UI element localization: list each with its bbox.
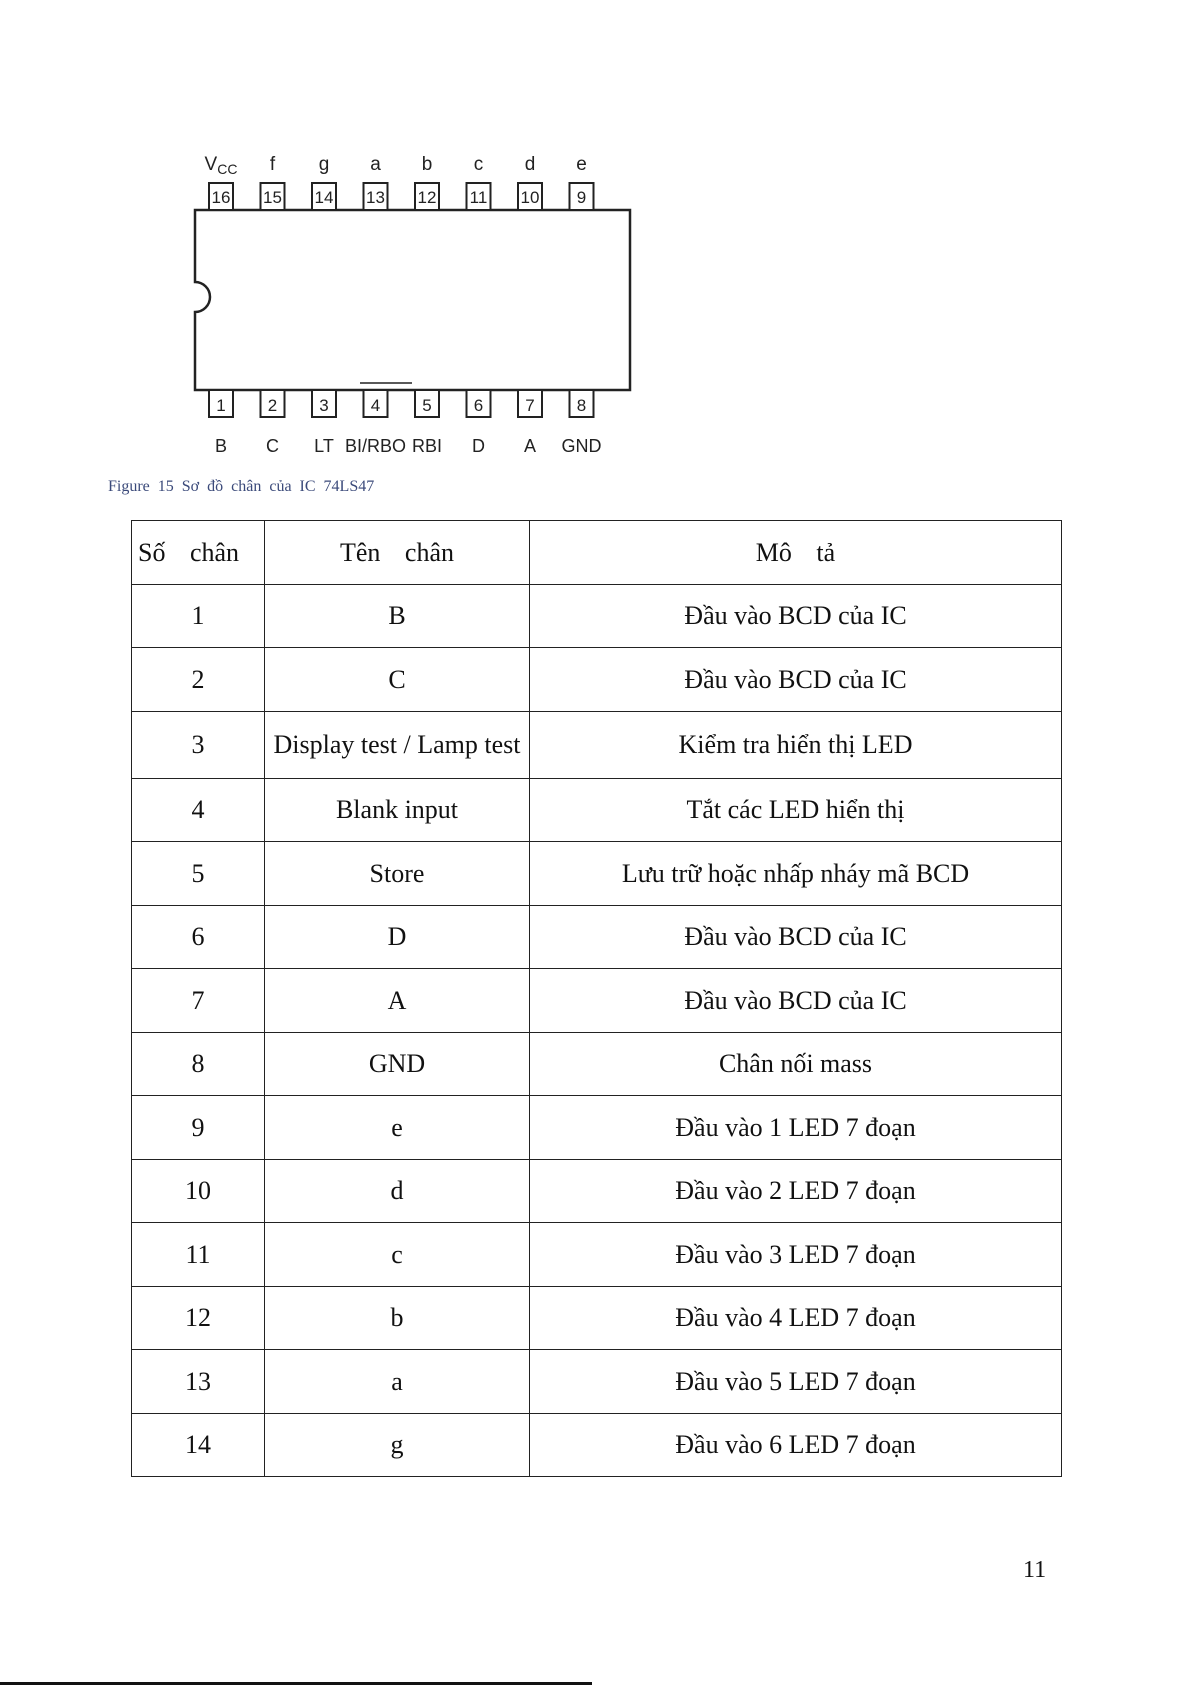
cell-description: Lưu trữ hoặc nhấp nháy mã BCD bbox=[530, 842, 1062, 906]
pin-number: 3 bbox=[319, 396, 329, 415]
pin-label: g bbox=[318, 154, 330, 175]
table-row bbox=[132, 1413, 1062, 1477]
cell-description: Đầu vào BCD của IC bbox=[530, 584, 1062, 648]
table-row bbox=[132, 1032, 1062, 1096]
cell-pin-name: Blank input bbox=[265, 778, 530, 842]
table-row bbox=[132, 969, 1062, 1033]
cell-description: Đầu vào BCD của IC bbox=[530, 648, 1062, 712]
table-row bbox=[132, 1286, 1062, 1350]
cell-description: Chân nối mass bbox=[530, 1032, 1062, 1096]
cell-description: Tắt các LED hiển thị bbox=[530, 778, 1062, 842]
cell-pin-name: Store bbox=[265, 842, 530, 906]
pin-table bbox=[131, 520, 1062, 1477]
cell-pin-name: GND bbox=[265, 1032, 530, 1096]
cell-description: Đầu vào BCD của IC bbox=[530, 969, 1062, 1033]
header-pin-number: Số chân bbox=[132, 521, 265, 585]
pin-number: 13 bbox=[366, 188, 385, 207]
page-number: 11 bbox=[1023, 1557, 1047, 1583]
cell-pin-name: g bbox=[265, 1413, 530, 1477]
cell-pin-number: 8 bbox=[132, 1032, 265, 1096]
table-row bbox=[132, 584, 1062, 648]
pin-number: 16 bbox=[211, 188, 231, 207]
pin-label: a bbox=[370, 154, 381, 175]
cell-description: Đầu vào 5 LED 7 đoạn bbox=[530, 1350, 1062, 1414]
cell-pin-number: 5 bbox=[132, 842, 265, 906]
cell-pin-name: d bbox=[265, 1159, 530, 1223]
table-row bbox=[132, 648, 1062, 712]
pin-number: 12 bbox=[417, 188, 437, 207]
table-row bbox=[132, 1223, 1062, 1287]
pin-label: LT bbox=[314, 436, 334, 456]
table-header-row bbox=[132, 521, 1062, 585]
cell-description: Đầu vào 2 LED 7 đoạn bbox=[530, 1159, 1062, 1223]
cell-pin-number: 3 bbox=[132, 711, 265, 778]
pin-number: 4 bbox=[370, 396, 381, 415]
pin-label: D bbox=[472, 436, 485, 456]
cell-pin-number: 6 bbox=[132, 905, 265, 969]
pin-number: 15 bbox=[263, 188, 282, 207]
pin-number: 2 bbox=[267, 396, 278, 415]
cell-pin-number: 13 bbox=[132, 1350, 265, 1414]
table-row bbox=[132, 1159, 1062, 1223]
pin-label: B bbox=[214, 436, 228, 456]
pin-label: f bbox=[269, 154, 276, 175]
cell-pin-number: 4 bbox=[132, 778, 265, 842]
cell-pin-number: 10 bbox=[132, 1159, 265, 1223]
pin-number: 9 bbox=[576, 188, 587, 207]
cell-pin-name: B bbox=[265, 584, 530, 648]
cell-pin-name: a bbox=[265, 1350, 530, 1414]
cell-pin-name: A bbox=[265, 969, 530, 1033]
cell-pin-number: 14 bbox=[132, 1413, 265, 1477]
cell-description: Đầu vào 1 LED 7 đoạn bbox=[530, 1096, 1062, 1160]
pin-number: 14 bbox=[314, 188, 334, 207]
cell-description: Đầu vào 3 LED 7 đoạn bbox=[530, 1223, 1062, 1287]
pin-label: c bbox=[473, 154, 484, 175]
cell-pin-number: 9 bbox=[132, 1096, 265, 1160]
cell-pin-number: 2 bbox=[132, 648, 265, 712]
ic-pinout-diagram bbox=[180, 130, 660, 470]
pin-label: GND bbox=[561, 436, 602, 456]
cell-pin-number: 11 bbox=[132, 1223, 265, 1287]
cell-description: Đầu vào BCD của IC bbox=[530, 905, 1062, 969]
header-description: Mô tả bbox=[530, 521, 1062, 585]
table-row bbox=[132, 1096, 1062, 1160]
cell-pin-name: e bbox=[265, 1096, 530, 1160]
cell-pin-number: 7 bbox=[132, 969, 265, 1033]
pin-number: 5 bbox=[422, 396, 432, 415]
pin-number: 6 bbox=[473, 396, 484, 415]
cell-description: Đầu vào 4 LED 7 đoạn bbox=[530, 1286, 1062, 1350]
table-row bbox=[132, 905, 1062, 969]
pin-number: 11 bbox=[469, 188, 488, 207]
pin-number: 10 bbox=[520, 188, 540, 207]
pin-label: e bbox=[576, 154, 587, 175]
cell-description: Đầu vào 6 LED 7 đoạn bbox=[530, 1413, 1062, 1477]
cell-pin-name: b bbox=[265, 1286, 530, 1350]
table-row bbox=[132, 711, 1062, 778]
pin-number: 8 bbox=[576, 396, 587, 415]
cell-description: Kiểm tra hiển thị LED bbox=[530, 711, 1062, 778]
table-row bbox=[132, 842, 1062, 906]
pin-number: 7 bbox=[525, 396, 535, 415]
cell-pin-name: C bbox=[265, 648, 530, 712]
cell-pin-number: 1 bbox=[132, 584, 265, 648]
pin-label: b bbox=[421, 154, 433, 175]
cell-pin-name: D bbox=[265, 905, 530, 969]
pin-number: 1 bbox=[216, 396, 226, 415]
pin-label: A bbox=[523, 436, 537, 456]
pin-label: $V_{CC}$ bbox=[204, 154, 238, 177]
cell-pin-name: c bbox=[265, 1223, 530, 1287]
pin-label: C bbox=[266, 436, 279, 456]
header-pin-name: Tên chân bbox=[265, 521, 530, 585]
pin-label: RBI bbox=[411, 436, 443, 456]
pin-label: d bbox=[524, 154, 536, 175]
pin-label: BI/RBO bbox=[344, 436, 407, 456]
table-row bbox=[132, 1350, 1062, 1414]
chip-body bbox=[195, 210, 630, 390]
cell-pin-number: 12 bbox=[132, 1286, 265, 1350]
figure-caption: Figure 15 Sơ đồ chân của IC 74LS47 bbox=[108, 478, 375, 495]
table-row bbox=[132, 778, 1062, 842]
cell-pin-name: Display test / Lamp test bbox=[265, 711, 530, 778]
